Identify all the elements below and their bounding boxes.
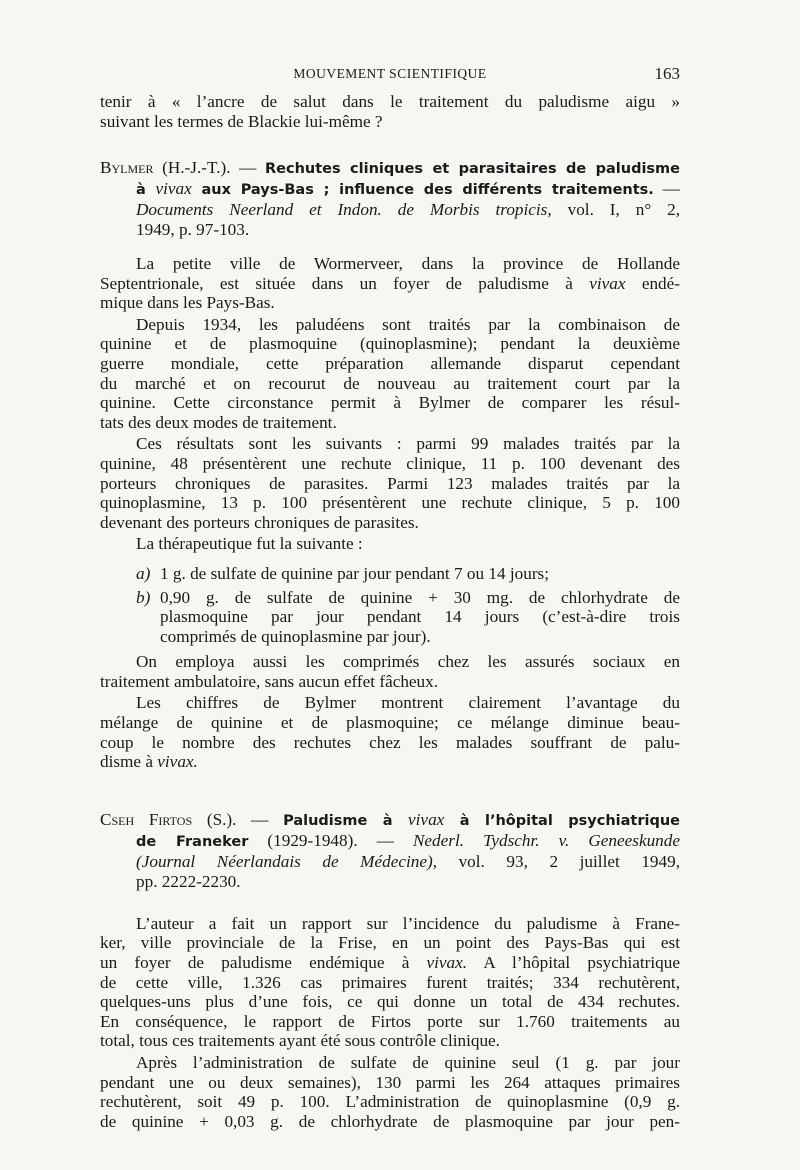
text-line: quinine. Cette circonstance permit à Bylmer de comparer les résul- (100, 393, 680, 413)
text-line: mique dans les Pays-Bas. (100, 293, 275, 313)
text-line: du marché et on recourut de nouveau au traitement court par la (100, 373, 680, 393)
text-line: Depuis 1934, les paludéens sont traités par la combinaison de (136, 314, 680, 334)
entry-title: Paludisme à (283, 812, 409, 829)
bibliographic-entry-bylmer (100, 158, 680, 240)
text-line: pendant une ou deux semaines), 130 parmi les 264 attaques primaires (100, 1072, 680, 1092)
text-line: disme à vivax. (100, 752, 198, 772)
paragraph (100, 534, 680, 554)
entry-line (100, 158, 680, 179)
paragraph (100, 1053, 680, 1131)
carryover-paragraph (100, 92, 680, 132)
entry-title: à (136, 182, 156, 198)
list-item (100, 588, 680, 647)
running-title: MOUVEMENT SCIENTIFIQUE (293, 66, 487, 81)
text-line: de cette ville, 1.326 cas primaires furent traités; 334 rechutèrent, (100, 972, 680, 992)
text-line: traitement ambulatoire, sans aucun effet fâcheux. (100, 671, 439, 691)
entry-title: de Franeker (136, 833, 249, 850)
entry-title: Rechutes cliniques et parasitaires de paludisme (265, 161, 680, 177)
text-line: quinine et de plasmoquine (quinoplasmine); pendant la deuxième (100, 334, 680, 354)
entry-author: Cseh Firtos (100, 809, 193, 829)
entry-line (100, 810, 680, 831)
running-head (100, 60, 680, 86)
entry-volume: , vol. 93, 2 juillet 1949, (432, 851, 680, 871)
paragraph (100, 693, 680, 771)
entry-line (100, 179, 680, 200)
text-line: un foyer de paludisme endémique à vivax. A l’hôpital psychiatrique (100, 953, 680, 973)
entry-title-italic: vivax (408, 809, 445, 829)
text-line: On employa aussi les comprimés chez les assurés sociaux en (136, 652, 680, 672)
treatment-list (100, 564, 680, 646)
text-line: plasmoquine par jour pendant 14 jours (c’est-à-dire trois (160, 607, 680, 627)
text-line: quinoplasmine, 13 p. 100 présentèrent une rechute clinique, 5 p. 100 (100, 493, 680, 513)
text-line: Les chiffres de Bylmer montrent clairement l’avantage du (136, 693, 680, 713)
text-line: 1 g. de sulfate de quinine par jour pendant 7 ou 14 jours; (160, 563, 550, 583)
text-line: porteurs chroniques de parasites. Parmi 123 malades traités par la (100, 473, 680, 493)
text-line: rechutèrent, soit 49 p. 100. L’administration de quinoplasmine (0,9 g. (100, 1092, 680, 1112)
text-line: La petite ville de Wormerveer, dans la province de Hollande (136, 254, 680, 273)
paragraph (100, 254, 680, 313)
entry-title-italic: vivax (155, 179, 192, 198)
entry-journal: (Journal Néerlandais de Médecine) (136, 851, 433, 871)
page-number: 163 (654, 64, 680, 83)
text-line: ker, ville provinciale de la Frise, en un point des Pays-Bas qui est (100, 933, 680, 953)
entry-title: à l’hôpital psychiatrique (444, 812, 680, 829)
list-item (100, 564, 680, 584)
paragraph (100, 315, 680, 433)
bibliographic-entry-cseh-firtos (100, 810, 680, 892)
entry-journal: Nederl. Tydschr. v. Geneeskunde (412, 830, 680, 850)
paragraph (100, 652, 680, 691)
entry-line (100, 831, 680, 852)
entry-initials: (S.). — (192, 809, 284, 829)
text-line: total, tous ces traitements ayant été sous contrôle clinique. (100, 1031, 500, 1051)
entry-line (100, 852, 680, 872)
text-line: tenir à « l’ancre de salut dans le traitement du paludisme aigu » (100, 92, 680, 111)
entry-line (100, 200, 680, 220)
entry-volume: vol. I, n° 2, (551, 200, 681, 219)
text-line: suivant les termes de Blackie lui-même ? (100, 112, 383, 131)
text-line: 0,90 g. de sulfate de quinine + 30 mg. de chlorhydrate de (160, 587, 680, 607)
text-line: mélange de quinine et de plasmoquine; ce mélange diminue beau- (100, 713, 680, 733)
text-line: tats des deux modes de traitement. (100, 412, 337, 432)
text-line: coup le nombre des rechutes chez les malades souffrant de palu- (100, 732, 680, 752)
list-label: b) (136, 587, 151, 607)
text-line: Septentrionale, est située dans un foyer de paludisme à vivax endé- (100, 273, 680, 293)
text-line: En conséquence, le rapport de Firtos porte sur 1.760 traitements au (100, 1011, 680, 1031)
text-line: devenant des porteurs chroniques de parasites. (100, 512, 419, 532)
entry-author: Bylmer (100, 158, 154, 177)
text-line: de quinine + 0,03 g. de chlorhydrate de plasmoquine par jour pen- (100, 1111, 680, 1131)
text-line: L’auteur a fait un rapport sur l’incidence du paludisme à Frane- (136, 913, 680, 933)
paragraph (100, 914, 680, 1051)
text-line: quinine, 48 présentèrent une rechute clinique, 11 p. 100 devenant des (100, 453, 680, 473)
text-line: guerre mondiale, cette préparation allemande disparut cependant (100, 353, 680, 373)
list-label: a) (136, 563, 151, 583)
entry-years: (1929-1948). — (248, 830, 413, 850)
text-line: Ces résultats sont les suivants : parmi 99 malades traités par la (136, 434, 680, 454)
entry-line: pp. 2222-2230. (136, 871, 241, 891)
page (100, 60, 680, 1131)
paragraph (100, 434, 680, 532)
text-line: La thérapeutique fut la suivante : (136, 534, 363, 554)
entry-title: aux Pays-Bas ; influence des différents traitements. (191, 182, 654, 198)
entry-dash: — (653, 179, 680, 198)
text-line: Après l’administration de sulfate de quinine seul (1 g. par jour (136, 1053, 680, 1072)
text-line: quelques-uns plus d’une fois, ce qui donne un total de 434 rechutes. (100, 992, 680, 1012)
text-line: comprimés de quinoplasmine par jour). (160, 626, 431, 646)
entry-journal: Documents Neerland et Indon. de Morbis tropicis, (136, 200, 552, 219)
entry-line: 1949, p. 97-103. (136, 220, 250, 239)
entry-initials: (H.-J.-T.). — (153, 158, 266, 177)
